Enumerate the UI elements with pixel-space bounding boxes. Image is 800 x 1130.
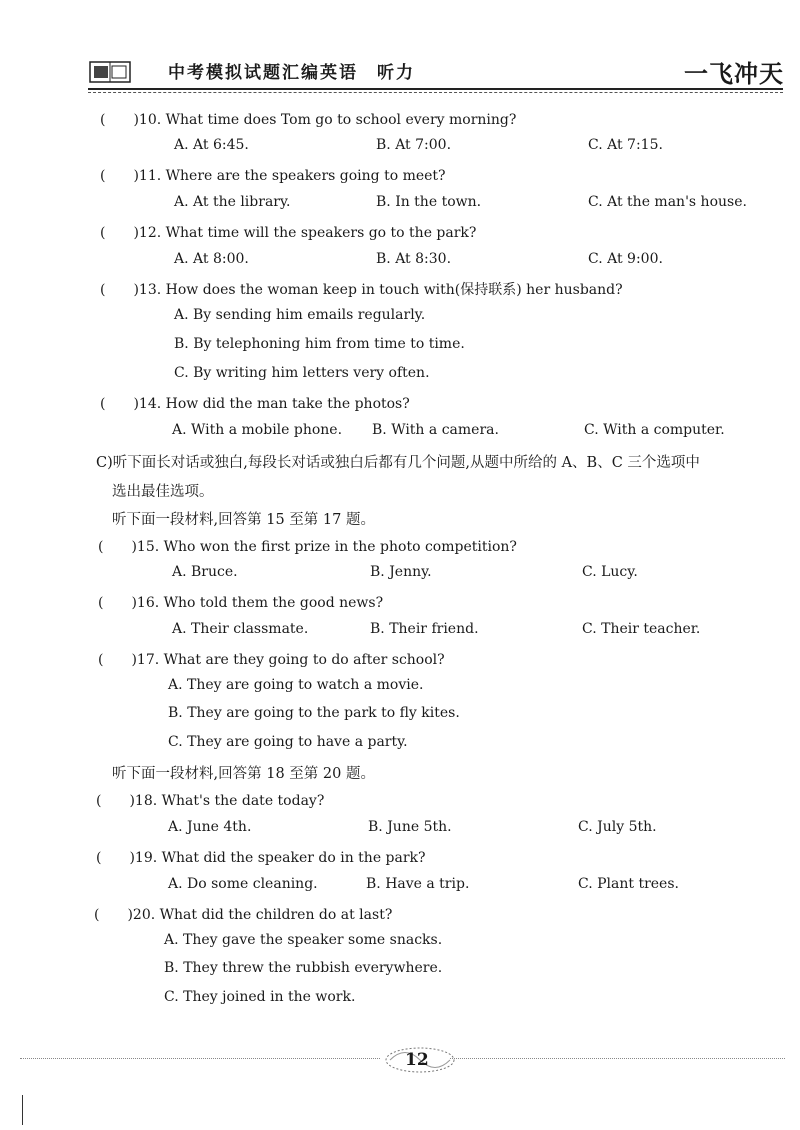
- question-12: ( )12. What time will the speakers go to the park?: [100, 225, 477, 241]
- q16-option-c: C. Their teacher.: [582, 621, 701, 637]
- q17-option-a: A. They are going to watch a movie.: [168, 677, 424, 693]
- group-heading-18-20: 听下面一段材料,回答第 18 至第 20 题。: [112, 766, 375, 782]
- question-19: ( )19. What did the speaker do in the park?: [96, 850, 426, 866]
- q19-option-c: C. Plant trees.: [578, 876, 679, 892]
- q18-option-b: B. June 5th.: [368, 819, 452, 835]
- footer-divider-right: [450, 1058, 785, 1059]
- q17-option-b: B. They are going to the park to fly kites.: [168, 705, 460, 721]
- q20-option-a: A. They gave the speaker some snacks.: [164, 932, 443, 948]
- q14-option-b: B. With a camera.: [372, 422, 499, 438]
- header-title: 中考模拟试题汇编英语 听力: [168, 63, 415, 83]
- q12-option-b: B. At 8:30.: [376, 251, 452, 267]
- q14-option-c: C. With a computer.: [584, 422, 725, 438]
- q12-option-a: A. At 8:00.: [174, 251, 249, 267]
- page-number: 12: [405, 1050, 429, 1070]
- question-17: ( )17. What are they going to do after school?: [98, 652, 445, 668]
- question-18: ( )18. What's the date today?: [96, 793, 325, 809]
- q16-option-b: B. Their friend.: [370, 621, 479, 637]
- q11-option-a: A. At the library.: [174, 194, 291, 210]
- q11-option-c: C. At the man's house.: [588, 194, 747, 210]
- q17-option-c: C. They are going to have a party.: [168, 734, 408, 750]
- page-header: [88, 52, 788, 92]
- q14-option-a: A. With a mobile phone.: [172, 422, 343, 438]
- q13-option-b: B. By telephoning him from time to time.: [174, 336, 465, 352]
- q19-option-a: A. Do some cleaning.: [168, 876, 318, 892]
- q10-option-a: A. At 6:45.: [174, 137, 249, 153]
- q13-option-c: C. By writing him letters very often.: [174, 365, 430, 381]
- q15-option-b: B. Jenny.: [370, 564, 432, 580]
- q19-option-b: B. Have a trip.: [366, 876, 470, 892]
- question-14: ( )14. How did the man take the photos?: [100, 396, 410, 412]
- q12-option-c: C. At 9:00.: [588, 251, 663, 267]
- footer-divider-left: [20, 1058, 380, 1059]
- margin-mark: [22, 1095, 23, 1125]
- question-11: ( )11. Where are the speakers going to meet?: [100, 168, 446, 184]
- q18-option-c: C. July 5th.: [578, 819, 657, 835]
- q13-option-a: A. By sending him emails regularly.: [174, 307, 426, 323]
- q18-option-a: A. June 4th.: [168, 819, 252, 835]
- q10-option-b: B. At 7:00.: [376, 137, 452, 153]
- q16-option-a: A. Their classmate.: [172, 621, 309, 637]
- section-c-instruction: C)听下面长对话或独白,每段长对话或独白后都有几个问题,从题中所给的 A、B、C 三个选项中: [96, 455, 700, 471]
- header-divider: [88, 88, 783, 90]
- question-20: ( )20. What did the children do at last?: [94, 907, 393, 923]
- header-divider-dashed: [88, 92, 783, 93]
- q11-option-b: B. In the town.: [376, 194, 482, 210]
- question-15: ( )15. Who won the first prize in the photo competition?: [98, 539, 517, 555]
- q20-option-c: C. They joined in the work.: [164, 989, 356, 1005]
- question-13: ( )13. How does the woman keep in touch with(保持联系) her husband?: [100, 282, 623, 298]
- question-16: ( )16. Who told them the good news?: [98, 595, 384, 611]
- q15-option-c: C. Lucy.: [582, 564, 638, 580]
- group-heading-15-17: 听下面一段材料,回答第 15 至第 17 题。: [112, 512, 375, 528]
- question-10: ( )10. What time does Tom go to school every morning?: [100, 112, 517, 128]
- q20-option-b: B. They threw the rubbish everywhere.: [164, 960, 443, 976]
- brand-logo: 一飞冲天: [684, 59, 784, 88]
- q15-option-a: A. Bruce.: [172, 564, 238, 580]
- q10-option-c: C. At 7:15.: [588, 137, 663, 153]
- section-c-instruction-cont: 选出最佳选项。: [112, 484, 214, 500]
- book-stamp-icon: [88, 58, 136, 86]
